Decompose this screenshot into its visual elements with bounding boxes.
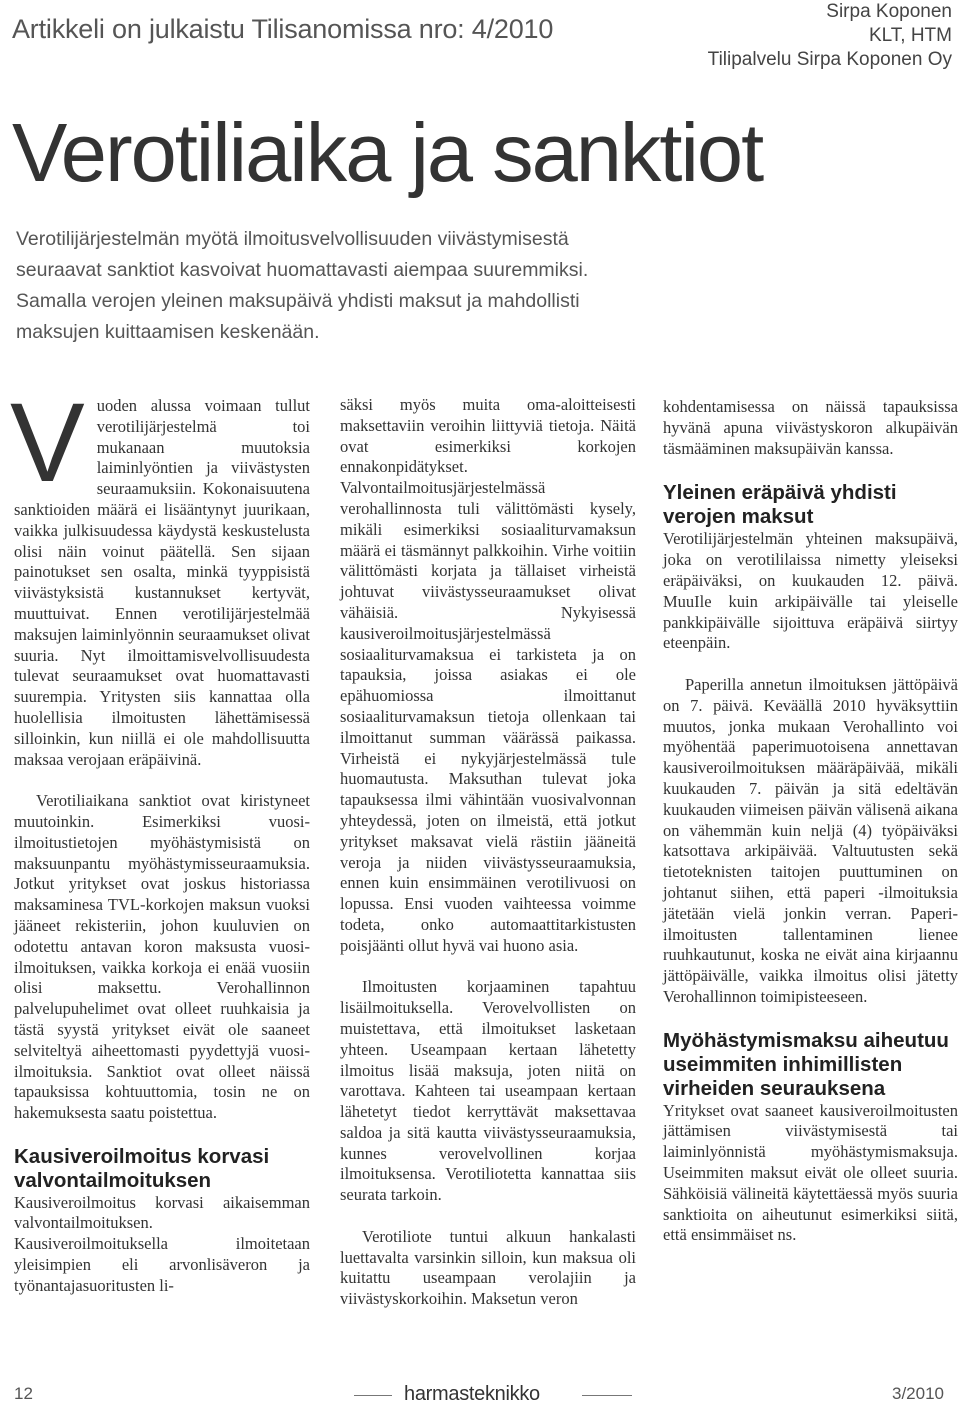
- paragraph: säksi myös muita oma-aloitteisesti maksettaviin veroihin liittyviä tietoja. Näitä ovat esimerkiksi korkojen ennakonpidätykset. Valvontailmoitusjärjestelmässä verohallinnosta tuli välittömästi kysely, mikäli esimerkiksi sosiaaliturvamaksun määrä ei täsmännyt palkkoihin. Virhe voitiin välittömästi korjata ja tällaiset virheistä johtuvat viivästysseuraamukset olivat vähäisiä. Nykyisessä kausiveroilmoitusjärjestelmässä sosiaaliturvamaksua ei tarkisteta ja on tapauksia, joissa asiakas ei ole epähuomiossa ilmoittanut sosiaaliturvamaksun tietoja ollenkaan tai ilmoittanut summan väärässä paikassa. Virheistä ei nykyjärjestelmässä tule huomautusta. Maksuthan tulevat joka tapauksessa ilmi vähintään vuosivalvonnan yhteydessä, joten on ilmeistä, että jotkut yritykset maksavat vielä rästiin jääneitä veroja ja niiden viivästysseuraamuksia, ennen kuin ensimmäinen verotilivuosi on lopussa. Ensi vuoden vaihteessa voimme todeta, onko automaattitarkistusten poisjäänti ollut hyvä vai huono asia.: [340, 395, 636, 955]
- section-heading: Yleinen eräpäivä yhdisti verojen maksut: [663, 481, 897, 529]
- publication-note: Artikkeli on julkaistu Tilisanomissa nro: 4/2010: [12, 14, 554, 44]
- author-name: Sirpa Koponen: [826, 1, 952, 22]
- author-company: Tilipalvelu Sirpa Koponen Oy: [707, 49, 952, 70]
- footer-rule-left: [354, 1395, 392, 1396]
- article-column-1: [10, 380, 310, 1317]
- article-column-3: [663, 397, 958, 1267]
- article-title: Verotiliaika ja sanktiot: [12, 106, 763, 199]
- paragraph: [10, 380, 310, 770]
- article-lead: Verotilijärjestelmän myötä ilmoitusvelvollisuuden viivästymisestä seuraavat sanktiot kasvoivat huomattavasti aiempaa suuremmiksi. Samalla verojen yleinen maksupäivä yhdisti maksut ja mahdollisti maksujen kuittaamisen keskenään.: [16, 228, 589, 343]
- paragraph: Kausiveroilmoitus korvasi aikaisemman valvontailmoituksen. Kausiveroilmoituksella ilmoitetaan yleisimpien eli arvonlisäveron ja työnantajasuoritusten li-: [14, 1192, 310, 1295]
- footer-rule-right: [582, 1395, 632, 1396]
- paragraph: Verotilijärjestelmän yhteinen maksupäivä, joka on verotililaissa nimetty yleiseksi eräpäiväksi, on kuukauden 12. päivä. MuuIle kuin arkipäivälle tai yleiselle pankkipäivälle sijoittuva eräpäivä siirtyy eteenpäin.: [663, 529, 958, 653]
- paragraph: Verotiliote tuntui alkuun hankalasti luettavalta varsinkin silloin, kun maksua oli kuitattu useampaan verolajiin ja viivästyskorkoihin. Maksetun veron: [340, 1226, 636, 1309]
- paragraph-text: uoden alussa voimaan tullut verotilijärjestelmä toi mukanaan muutoksia laiminlyöntien ja viivästysten seuraamuksiin. Kokonaisuutena sanktioiden määrä ei lisääntynyt juurikaan, vaikka julkisuudessa käydystä keskustelusta olisi näin voinut päätellä. Sen sijaan painotukset sen osalta, minkä tyyppisistä viivästyksistä kustannukset kertyvät, muuttuivat. Ennen verotilijärjestelmää maksujen laiminlyönnin seuraamukset olivat suuria. Nyt ilmoittamisvelvollisuudesta tulevat seuraamukset ovat huomattavasti suurempia. Yritysten siis kannattaa olla huolellisia ilmoitusten lähettämisessä silloinkin, kun niillä ei ole mahdollisuutta maksaa verojaan eräpäivinä.: [14, 396, 310, 769]
- page-number: 12: [14, 1384, 33, 1403]
- author-title: KLT, HTM: [868, 25, 952, 46]
- paragraph: Yritykset ovat saaneet kausiveroilmoitusten jättämisen viivästymisestä tai laiminlyönnistä myöhästymismaksuja. Useimmiten maksut eivät ole olleet suuria. Sähköisiä välineitä käytettäessä myös suuria sanktioita on aiheutunut esimerkiksi siitä, että ensimmäiset ns.: [663, 1100, 958, 1245]
- author-block: [708, 0, 952, 72]
- paragraph: Paperilla annetun ilmoituksen jättöpäivä on 7. päivä. Keväällä 2010 hyväksyttiin muutos, jonka mukaan Verohallinto voi myöhentää paperimuotoisena annettavan kausiveroilmoituksen määräpäivää, mikäli kuukauden 7. päivän ja sitä edeltävän kuukauden viimeisen päivän välisenä aikana on vähemmän kuin neljä (4) työpäiväksi katsottava arkipäivää. Valtuutusten sekä tietoteknisten taitojen puuttuminen on johtanut siihen, että paperi -ilmoituksia jätetään vielä jonkin verran. Paperi-ilmoitusten tallentaminen lienee ruuhkautunut, koska ne eivät aina kirjaannu jättöpäivälle, vaikka ilmoitus olisi jätetty Verohallinnon toimipisteeseen.: [663, 674, 958, 1006]
- drop-cap: V: [10, 380, 85, 505]
- magazine-name: harmasteknikko: [404, 1383, 540, 1405]
- paragraph: Ilmoitusten korjaaminen tapahtuu lisäilmoituksella. Verovelvollisten on muistettava, että ilmoitukset lasketaan yhteen. Useampaan kertaan lähetetty ilmoitus lisää maksuja, joten niitä on varottava. Kahteen tai useampaan kertaan lähetetyt tiedot kerryttävät maksettavaa saldoa ja sitä kautta viivästysseuraamuksia, kunnes verovelvollinen korjaa ilmoituksensa. Verotiliotetta kannattaa siis seurata tarkoin.: [340, 977, 636, 1205]
- paragraph: kohdentamisessa on näissä tapauksissa hyvänä apuna viivästyskoron alkupäivän täsmääminen maksupäivän kanssa.: [663, 397, 958, 458]
- article-column-2: [340, 395, 636, 1331]
- paragraph: Verotiliaikana sanktiot ovat kiristyneet muutoinkin. Esimerkiksi vuosi-ilmoitustietojen myöhästymisistä on maksuunpantu myöhästymisseuraamuksia. Jotkut yritykset ovat joskus historiassa maksaminesa TVL-korkojen maksun vuoksi jääneet rekisteriin, johon kuuluvien on odotettu antavan koron maksusta vuosi-ilmoituksen, vaikka korkoja ei enää vuosiin olisi maksettu. Verohallinnon palvelupuhelimet ovat olleet ruuhkaisia ja tästä syystä yritykset eivät ole saaneet selviteltyä aiheettomasti pyydettyjä vuosi-ilmoituksia. Sanktiot ovat olleet näissä tapauksissa kohtuuttomia, tosin ne on hakemuksesta saatu poistettua.: [14, 791, 310, 1123]
- section-heading: Myöhästymismaksu aiheutuu useimmiten inhimillisten virheiden seurauksena: [663, 1028, 949, 1100]
- section-heading: Kausiveroilmoitus korvasi valvontailmoituksen: [14, 1144, 270, 1192]
- issue-number: 3/2010: [892, 1384, 944, 1403]
